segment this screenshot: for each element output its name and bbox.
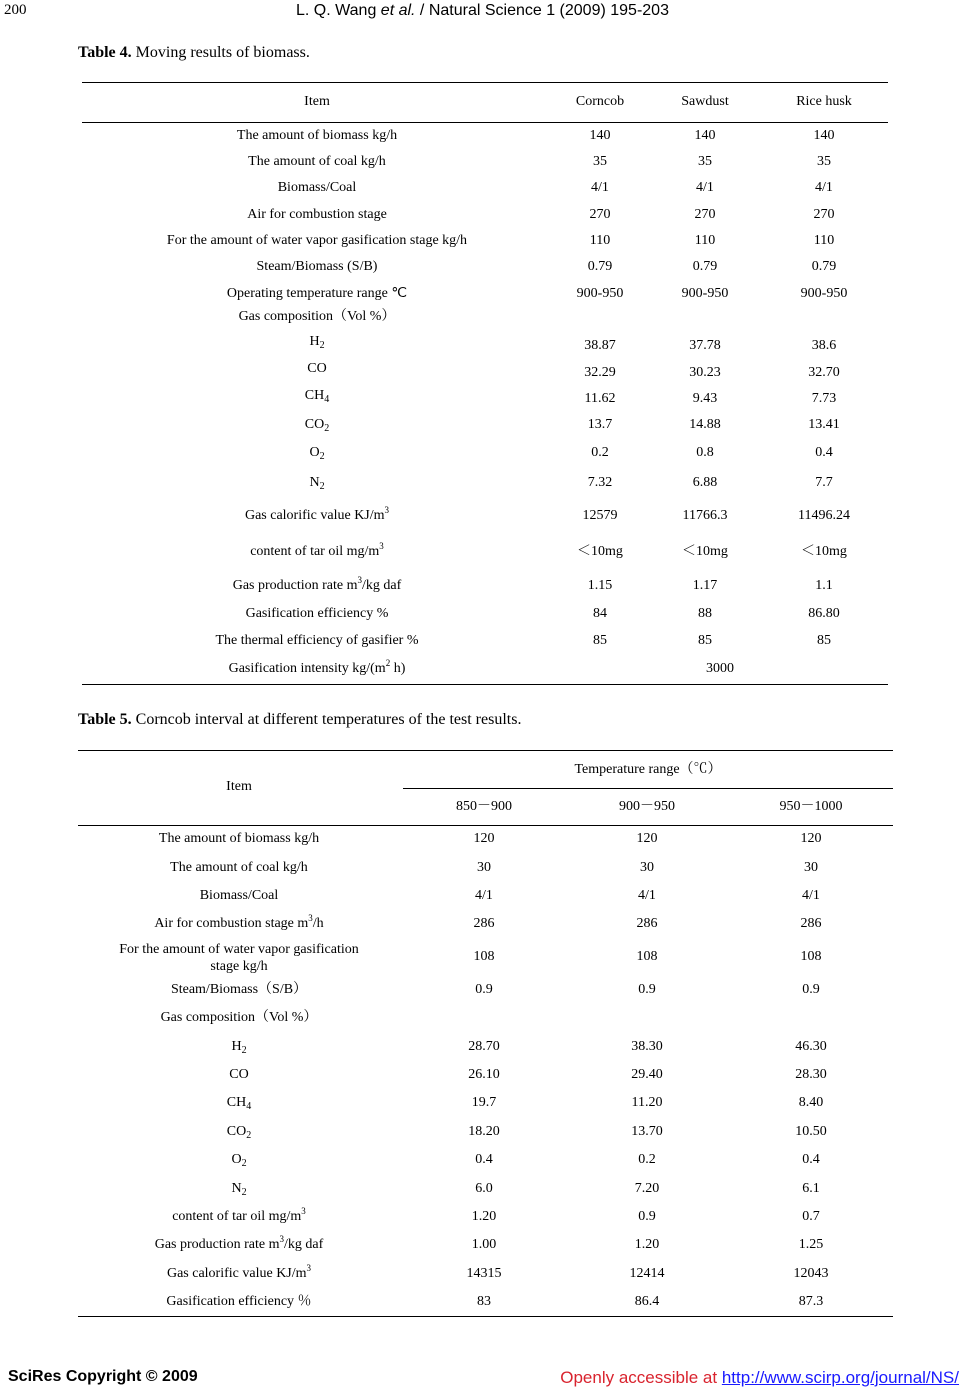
- table5-header-item: Item: [226, 779, 252, 794]
- value-cell: 7.73: [811, 391, 837, 406]
- value-cell: 1.20: [471, 1209, 497, 1224]
- value-cell: 29.40: [631, 1067, 663, 1082]
- value-cell: 28.30: [795, 1067, 827, 1082]
- value-cell: 108: [800, 949, 822, 964]
- row-item-label: $CO_2$: [226, 1124, 252, 1141]
- value-cell: 0.4: [475, 1152, 493, 1167]
- row-item-label: The amount of biomass kg/h: [236, 128, 398, 143]
- merged-value-cell: 3000: [706, 661, 734, 676]
- value-cell: 9.43: [692, 391, 718, 406]
- row-item-label: Gas composition（Vol %）: [238, 309, 396, 324]
- row-item-label: $CH_4$: [226, 1095, 252, 1112]
- value-cell: 30.23: [689, 365, 721, 380]
- value-cell: 286: [800, 916, 822, 931]
- value-cell: 7.32: [587, 475, 613, 490]
- running-title: L. Q. Wang et al. / Natural Science 1 (2009) 195-203: [296, 2, 669, 19]
- value-cell: 140: [589, 128, 611, 143]
- value-cell: 110: [813, 233, 835, 248]
- row-item-label: $CH_4$: [304, 388, 330, 405]
- value-cell: 83: [477, 1294, 491, 1309]
- value-cell: 0.7: [802, 1209, 820, 1224]
- value-cell: 110: [589, 233, 611, 248]
- row-item-label: The amount of biomass kg/h: [158, 831, 320, 846]
- value-cell: 120: [800, 831, 822, 846]
- row-item-label: Biomass/Coal: [199, 888, 279, 903]
- value-cell: 30: [804, 860, 818, 875]
- row-item-label: Gasification intensity $kg/(m^2$ h): [228, 658, 406, 676]
- table5-caption: Table 5. Corncob interval at different temperatures of the test results.: [78, 711, 522, 728]
- value-cell: 1.15: [587, 578, 613, 593]
- value-cell: 12414: [629, 1266, 665, 1281]
- value-cell: 140: [694, 128, 716, 143]
- value-cell: 0.2: [591, 445, 609, 460]
- value-cell: 1.1: [815, 578, 833, 593]
- value-cell: 11496.24: [798, 508, 850, 523]
- value-cell: 46.30: [795, 1039, 827, 1054]
- value-cell: 120: [473, 831, 495, 846]
- table5-header-temperature-range: Temperature range（℃）: [574, 762, 722, 777]
- value-cell: 4/1: [802, 888, 820, 903]
- value-cell: 7.7: [815, 475, 833, 490]
- row-item-label: The amount of coal kg/h: [248, 154, 386, 169]
- value-cell: 6.1: [802, 1181, 820, 1196]
- value-cell: 26.10: [468, 1067, 500, 1082]
- value-cell: 270: [813, 207, 835, 222]
- value-cell: 87.3: [798, 1294, 824, 1309]
- value-cell: 38.6: [811, 338, 837, 353]
- value-cell: ＜10mg: [801, 544, 847, 559]
- value-cell: 86.4: [634, 1294, 660, 1309]
- row-item-label: Gas production rate $m^3/kg$ daf: [232, 575, 402, 593]
- table4-top-rule: [82, 82, 888, 83]
- value-cell: 10.50: [795, 1124, 827, 1139]
- value-cell: 1.00: [471, 1237, 497, 1252]
- row-item-label: Steam/Biomass（S/B）: [170, 982, 308, 997]
- value-cell: 1.20: [634, 1237, 660, 1252]
- row-item-label: $N_2$: [231, 1181, 247, 1198]
- row-item-label: Steam/Biomass (S/B): [256, 259, 378, 274]
- row-item-label: The thermal efficiency of gasifier %: [215, 633, 419, 648]
- table4-header-sawdust: Sawdust: [681, 94, 729, 109]
- row-item-label: Gas production rate $m^3/kg$ daf: [154, 1234, 324, 1252]
- value-cell: 30: [640, 860, 654, 875]
- table4-header-item: Item: [304, 94, 330, 109]
- value-cell: 0.2: [638, 1152, 656, 1167]
- value-cell: 900-950: [800, 286, 848, 301]
- value-cell: 32.70: [808, 365, 840, 380]
- row-item-label: CO: [229, 1067, 249, 1082]
- value-cell: 85: [817, 633, 831, 648]
- value-cell: 19.7: [471, 1095, 497, 1110]
- table4-header-rule: [82, 122, 888, 123]
- value-cell: 32.29: [584, 365, 616, 380]
- value-cell: 37.78: [689, 338, 721, 353]
- table4-header-rice-husk: Rice husk: [796, 94, 852, 109]
- row-item-label: Gas calorific value $KJ/m^3$: [244, 505, 390, 523]
- value-cell: 18.20: [468, 1124, 500, 1139]
- value-cell: 38.87: [584, 338, 616, 353]
- value-cell: 4/1: [638, 888, 656, 903]
- value-cell: 35: [817, 154, 831, 169]
- value-cell: 11766.3: [682, 508, 728, 523]
- value-cell: 4/1: [696, 180, 714, 195]
- table5-top-rule: [78, 750, 893, 751]
- value-cell: 85: [698, 633, 712, 648]
- copyright-notice: SciRes Copyright © 2009: [8, 1368, 198, 1385]
- value-cell: 0.79: [587, 259, 613, 274]
- row-item-label: CO: [307, 361, 327, 376]
- row-item-label: Gasification efficiency %: [245, 606, 389, 621]
- value-cell: 28.70: [468, 1039, 500, 1054]
- value-cell: 0.9: [802, 982, 820, 997]
- value-cell: 11.20: [631, 1095, 663, 1110]
- value-cell: 0.9: [638, 1209, 656, 1224]
- value-cell: 900-950: [681, 286, 729, 301]
- value-cell: 8.40: [798, 1095, 824, 1110]
- value-cell: 7.20: [634, 1181, 660, 1196]
- value-cell: ＜10mg: [577, 544, 623, 559]
- table5-header-range-3: 950－1000: [779, 799, 843, 814]
- row-item-label: $H_2$: [309, 334, 325, 351]
- table5-header-range-2: 900－950: [619, 799, 675, 814]
- value-cell: 13.41: [808, 417, 840, 432]
- row-item-label: Gasification efficiency ％: [166, 1294, 312, 1309]
- value-cell: 86.80: [808, 606, 840, 621]
- row-item-label: Gas calorific value $KJ/m^3$: [166, 1263, 312, 1281]
- journal-link[interactable]: http://www.scirp.org/journal/NS/: [721, 1368, 959, 1387]
- row-item-label: For the amount of water vapor gasification stage kg/h: [166, 233, 468, 248]
- value-cell: 38.30: [631, 1039, 663, 1054]
- value-cell: 14.88: [689, 417, 721, 432]
- value-cell: 900-950: [576, 286, 624, 301]
- value-cell: 0.8: [696, 445, 714, 460]
- value-cell: 84: [593, 606, 607, 621]
- value-cell: 88: [698, 606, 712, 621]
- value-cell: 0.79: [692, 259, 718, 274]
- value-cell: 13.7: [587, 417, 613, 432]
- table5-subheader-rule: [403, 788, 893, 789]
- row-item-label: For the amount of water vapor gasification stage kg/h: [119, 942, 359, 974]
- row-item-label: Gas composition（Vol %）: [160, 1010, 318, 1025]
- table5-bottom-rule: [78, 1316, 893, 1317]
- value-cell: 108: [636, 949, 658, 964]
- value-cell: 12579: [582, 508, 618, 523]
- row-item-label: Air for combustion stage $m^3/h$: [154, 913, 324, 931]
- table4-header-corncob: Corncob: [575, 94, 625, 109]
- value-cell: 30: [477, 860, 491, 875]
- row-item-label: The amount of coal kg/h: [170, 860, 308, 875]
- table5-header-range-1: 850－900: [456, 799, 512, 814]
- value-cell: 270: [694, 207, 716, 222]
- value-cell: 120: [636, 831, 658, 846]
- value-cell: 110: [694, 233, 716, 248]
- table4-bottom-rule: [82, 684, 888, 685]
- value-cell: 6.0: [475, 1181, 493, 1196]
- value-cell: 270: [589, 207, 611, 222]
- value-cell: 13.70: [631, 1124, 663, 1139]
- value-cell: ＜10mg: [682, 544, 728, 559]
- value-cell: 140: [813, 128, 835, 143]
- row-item-label: Air for combustion stage: [247, 207, 387, 222]
- value-cell: 286: [473, 916, 495, 931]
- open-access-notice: Openly accessible at http://www.scirp.org/journal/NS/: [560, 1368, 959, 1387]
- row-item-label: Operating temperature range ℃: [226, 286, 408, 301]
- table4-caption: Table 4. Moving results of biomass.: [78, 44, 310, 61]
- table5-header-rule: [78, 825, 893, 826]
- page-number: 200: [4, 2, 27, 18]
- value-cell: 0.4: [802, 1152, 820, 1167]
- value-cell: 35: [593, 154, 607, 169]
- value-cell: 4/1: [475, 888, 493, 903]
- value-cell: 108: [473, 949, 495, 964]
- row-item-label: $N_2$: [309, 475, 325, 492]
- value-cell: 6.88: [692, 475, 718, 490]
- value-cell: 85: [593, 633, 607, 648]
- row-item-label: content of tar oil $mg/m^3$: [250, 541, 384, 559]
- value-cell: 11.62: [584, 391, 616, 406]
- row-item-label: $O_2$: [231, 1152, 247, 1169]
- value-cell: 0.79: [811, 259, 837, 274]
- value-cell: 4/1: [815, 180, 833, 195]
- value-cell: 35: [698, 154, 712, 169]
- row-item-label: $O_2$: [309, 445, 325, 462]
- value-cell: 0.4: [815, 445, 833, 460]
- value-cell: 286: [636, 916, 658, 931]
- value-cell: 0.9: [638, 982, 656, 997]
- value-cell: 14315: [466, 1266, 502, 1281]
- row-item-label: content of tar oil $mg/m^3$: [172, 1206, 306, 1224]
- value-cell: 12043: [793, 1266, 829, 1281]
- value-cell: 0.9: [475, 982, 493, 997]
- row-item-label: Biomass/Coal: [277, 180, 357, 195]
- value-cell: 4/1: [591, 180, 609, 195]
- row-item-label: $H_2$: [231, 1039, 247, 1056]
- value-cell: 1.25: [798, 1237, 824, 1252]
- value-cell: 1.17: [692, 578, 718, 593]
- row-item-label: $CO_2$: [304, 417, 330, 434]
